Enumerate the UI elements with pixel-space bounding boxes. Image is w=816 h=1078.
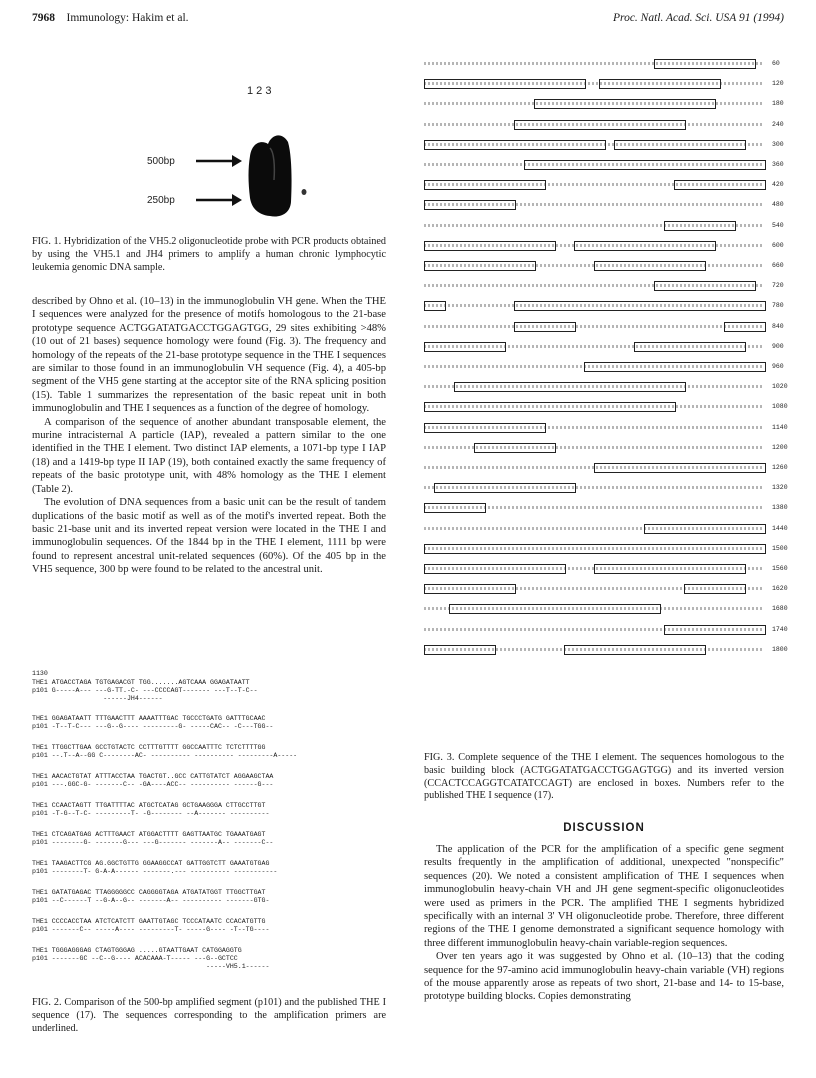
motif-box: [424, 544, 766, 554]
sequence-row: [424, 280, 764, 291]
motif-box: [674, 180, 766, 190]
sequence-row: [424, 502, 764, 513]
motif-box: [424, 584, 516, 594]
sequence-row: [424, 260, 764, 271]
alignment-block: THE1 CCAACTAGTT TTGATTTTAC ATGCTCATAG GCTGAAGGGA CTTGCCTTGT p101 -T-G--T-C- ---------T- -G-------- --A------- ----------: [32, 802, 270, 818]
sequence-line-number: 1620: [772, 585, 788, 593]
alignment-block: THE1 GATATGAGAC TTAGGGGGCC CAGGGGTAGA ATGATATGGT TTGGCTTGAT p101 --C------T --G-A--G-- -------A-- ---------- -------GTG-: [32, 889, 270, 905]
motif-box: [424, 423, 546, 433]
sequence-row: [424, 401, 764, 412]
motif-box: [634, 342, 746, 352]
sequence-line-number: 420: [772, 181, 784, 189]
sequence-line-number: 1260: [772, 464, 788, 471]
sequence-line-number: 1080: [772, 403, 788, 411]
sequence-line-number: 1200: [772, 443, 788, 451]
sequence-line-number: 960: [772, 363, 784, 370]
sequence-line-number: 600: [772, 241, 784, 249]
running-title: Immunology: Hakim et al.: [66, 12, 189, 24]
motif-box: [424, 342, 506, 352]
sequence-row: [424, 482, 764, 493]
alignment-block: THE1 ATGACCTAGA TGTGAGACGT TGG.......AGTCAAA GGAGATAATT p101 G-----A--- ---G-TT.-C- ---CCCCAGT------- ---T--T-C-- ------JH4------: [32, 679, 258, 703]
motif-box: [654, 281, 756, 291]
motif-box: [599, 79, 721, 89]
motif-box: [534, 99, 716, 109]
motif-box: [564, 645, 706, 655]
motif-box: [664, 625, 766, 635]
motif-box: [424, 241, 556, 251]
left-body-text: [32, 295, 386, 577]
motif-box: [424, 140, 606, 150]
sequence-line-number: 240: [772, 120, 784, 128]
sequence-row: [424, 179, 764, 190]
marker-500-label: 500bp: [147, 156, 175, 167]
gel-band: [249, 135, 307, 216]
alignment-block: THE1 TTGGCTTGAA GCCTGTACTC CCTTTGTTTT GGCCAATTTC TCTCTTTTGG p101 --.T--A--GG C--------AC- ---------- ---------- ---------A-----: [32, 744, 298, 760]
sequence-line-number: 720: [772, 282, 784, 290]
sequence-row: [424, 139, 764, 150]
motif-box: [424, 180, 546, 190]
motif-box: [514, 322, 576, 332]
page-header-left: [32, 12, 189, 24]
body-paragraph: A comparison of the sequence of another abundant transposable element, the murine intracisternal A particle (IAP), revealed a pattern similar to the one identified in the THE I element. Two distinct IAP elements, a 1071-bp type I IAP (18) and a 1419-bp type II IAP (19), both contained exactly the same frequency of repeats of the basic prototype unit, with 48% homology as the THE I element (Table 2).: [32, 416, 386, 495]
motif-box: [664, 221, 736, 231]
motif-box: [614, 140, 746, 150]
sequence-line-number: 660: [772, 262, 784, 269]
body-paragraph: The evolution of DNA sequences from a basic unit can be the result of tandem duplications of the basic motif as well as of the motif's inverted repeat. Both the basic 21-base unit and its inverted repeat version were located in the THE I and immunoglobulin sequences. Of the 1844 bp in the THE I element, 1111 bp were found to represent ancestral unit-related sequences (60%). Of the 405 bp in the VH5 sequence, 300 bp were found to be related to the ancestral unit.: [32, 497, 386, 576]
sequence-line-number: 1740: [772, 625, 788, 633]
sequence-row: [424, 240, 764, 251]
alignment-block: THE1 CCCCACCTAA ATCTCATCTT GAATTGTAGC TCCCATAATC CCACATGTTG p101 -------C-- -----A---- ---------T- -----G---- -T--TG----: [32, 918, 270, 934]
motif-box: [684, 584, 746, 594]
sequence-row: [424, 543, 764, 554]
sequence-row: [424, 603, 764, 614]
motif-box: [434, 483, 576, 493]
body-paragraph: Over ten years ago it was suggested by Ohno et al. (10–13) that the coding sequence for the 97-amino acid immunoglobulin heavy-chain variable (VH) regions of the mouse apparently arose as repeats of two short, 21-base and 14- to 15-base, prototype building blocks. Copies demonstrating: [424, 951, 784, 1003]
sequence-row: [424, 78, 764, 89]
sequence-line-number: 1500: [772, 544, 788, 552]
alignment-block: THE1 TAAGACTTCG AG.GGCTGTTG GGAAGGCCAT GATTGGTCTT GAAATGTGAG p101 --------T- G-A-A------ -------.--- ---------- -----------: [32, 860, 278, 876]
sequence-line-number: 1020: [772, 383, 788, 391]
motif-box: [594, 564, 746, 574]
alignment-block: THE1 GGAGATAATT TTTGAACTTT AAAATTTGAC TGCCCTGATG GATTTGCAAC p101 -T--T-C--- ---G--G---- ---------G- -----CAC-- -C---TGG--: [32, 715, 274, 731]
sequence-line-number: 1800: [772, 645, 788, 653]
sequence-row: [424, 644, 764, 655]
sequence-row: [424, 119, 764, 130]
sequence-row: [424, 523, 764, 534]
sequence-row: [424, 159, 764, 170]
motif-box: [424, 402, 676, 412]
motif-box: [424, 301, 446, 311]
alignment-block: THE1 TGGGAGGGAG CTAGTGGGAG .....GTAATTGAAT CATGGAGGTG p101 -------GC --C--G---- ACACAAA-T----- ---G--GCTCC -----VH5.1------: [32, 947, 270, 971]
motif-box: [594, 463, 766, 473]
motif-box: [514, 301, 766, 311]
sequence-row: [424, 381, 764, 392]
sequence-row: [424, 361, 764, 372]
body-paragraph: described by Ohno et al. (10–13) in the immunoglobulin VH gene. When the THE I sequences were analyzed for the presence of motifs homologous to the 21-base prototype sequence ACTGGATATGACCTGGAGTGG, 29 sites exhibiting >48% (10 out of 21 bases) sequence homology were found (Fig. 3). The frequency and homology of the repeats of the 21-base prototype sequence in the THE I sequences are similar to those found in an immunoglobulin VH sequence (Fig. 4), a 405-bp segment of the VH5 gene starting at the acceptor site of the RNA splicing position (15). Table 1 summarizes the representation of the basic repeat unit in both immunoglobulin and THE I sequences as a function of the degree of homology.: [32, 296, 386, 415]
motif-box: [514, 120, 686, 130]
sequence-row: [424, 583, 764, 594]
motif-box: [474, 443, 556, 453]
sequence-line-number: 780: [772, 302, 784, 310]
sequence-line-number: 120: [772, 80, 784, 88]
sequence-line-number: 1560: [772, 565, 788, 572]
motif-box: [454, 382, 686, 392]
lane-labels: 1 2 3: [247, 85, 272, 97]
motif-box: [594, 261, 706, 271]
figure-3-caption: FIG. 3. Complete sequence of the THE I element. The sequences homologous to the basic building block (ACTGGATATGACCTGGAGTGG) and its inverted version (CCACTCCAGGTCATATCCAGT) are enclosed in boxes. Numbers refer to the published THE I sequence (17).: [424, 752, 784, 802]
arrow-500-icon: [196, 155, 242, 167]
sequence-line-number: 60: [772, 60, 780, 67]
sequence-line-number: 360: [772, 161, 784, 168]
figure-2-caption: FIG. 2. Comparison of the 500-bp amplified segment (p101) and the published THE I sequence (17). The sequences corresponding to the amplification primers are underlined.: [32, 997, 386, 1034]
alignment-block: THE1 CTCAGATGAG ACTTTGAACT ATGGACTTTT GAGTTAATGC TGAAATGAGT p101 --------G- -------G--- ---G------- -------A-- -------C--: [32, 831, 274, 847]
sequence-row: [424, 98, 764, 109]
motif-box: [724, 322, 766, 332]
sequence-row: [424, 462, 764, 473]
motif-box: [574, 241, 716, 251]
sequence-line-number: 900: [772, 342, 784, 350]
motif-box: [644, 524, 766, 534]
gel-image: [92, 82, 322, 222]
sequence-row: [424, 199, 764, 210]
sequence-row: [424, 442, 764, 453]
sequence-line-number: 1680: [772, 605, 788, 613]
alignment-block: THE1 AACACTGTAT ATTTACCTAA TGACTGT..GCC CATTGTATCT AGGAAGCTAA p101 ---.GGC-G- -------C-- -GA----ACC-- ---------- ------G---: [32, 773, 274, 789]
motif-box: [424, 200, 516, 210]
sequence-line-number: 540: [772, 221, 784, 229]
discussion-text: [424, 843, 784, 1004]
body-paragraph: The application of the PCR for the amplification of a specific gene segment results frequently in the amplification of additional, unexpected "nonspecific" sequences (20). We noted a consistent amplification of THE I sequences when immunoglobulin heavy-chain VH and JH gene segment-specific oligonucleotides were used as primers in the PCR. The amplified THE I segments hybridized specifically with an internal 3' VH oligonucleotide probe. Therefore, three different regions of the THE I genome demonstrated a significant sequence homology with three different immunoglobulin heavy-chain variable-region sequences.: [424, 844, 784, 949]
sequence-line-number: 1320: [772, 484, 788, 492]
sequence-line-number: 300: [772, 140, 784, 148]
section-heading: DISCUSSION: [563, 822, 645, 834]
sequence-row: [424, 563, 764, 574]
motif-box: [584, 362, 766, 372]
sequence-line-number: 1380: [772, 504, 788, 512]
motif-box: [424, 79, 586, 89]
sequence-line-number: 180: [772, 100, 784, 108]
sequence-row: [424, 422, 764, 433]
sequence-row: [424, 624, 764, 635]
sequence-line-number: 1440: [772, 524, 788, 532]
page-number: 7968: [32, 12, 55, 24]
motif-box: [424, 261, 536, 271]
motif-box: [424, 564, 566, 574]
sequence-row: [424, 321, 764, 332]
motif-box: [654, 59, 756, 69]
figure-1-caption: FIG. 1. Hybridization of the VH5.2 oligonucleotide probe with PCR products obtained by using the VH5.1 and JH4 primers to amplify a human chronic lymphocytic leukemia genomic DNA sample.: [32, 236, 386, 273]
sequence-line-number: 1140: [772, 423, 788, 431]
alignment-start-number: 1130: [32, 670, 48, 677]
journal-citation: Proc. Natl. Acad. Sci. USA 91 (1994): [613, 12, 784, 24]
motif-box: [424, 645, 496, 655]
motif-box: [524, 160, 766, 170]
sequence-line-number: 840: [772, 322, 784, 330]
sequence-row: [424, 300, 764, 311]
arrow-250-icon: [196, 194, 242, 206]
motif-box: [449, 604, 661, 614]
sequence-row: [424, 58, 764, 69]
motif-box: [424, 503, 486, 513]
marker-250-label: 250bp: [147, 195, 175, 206]
sequence-row: [424, 220, 764, 231]
sequence-line-number: 480: [772, 201, 784, 209]
sequence-row: [424, 341, 764, 352]
